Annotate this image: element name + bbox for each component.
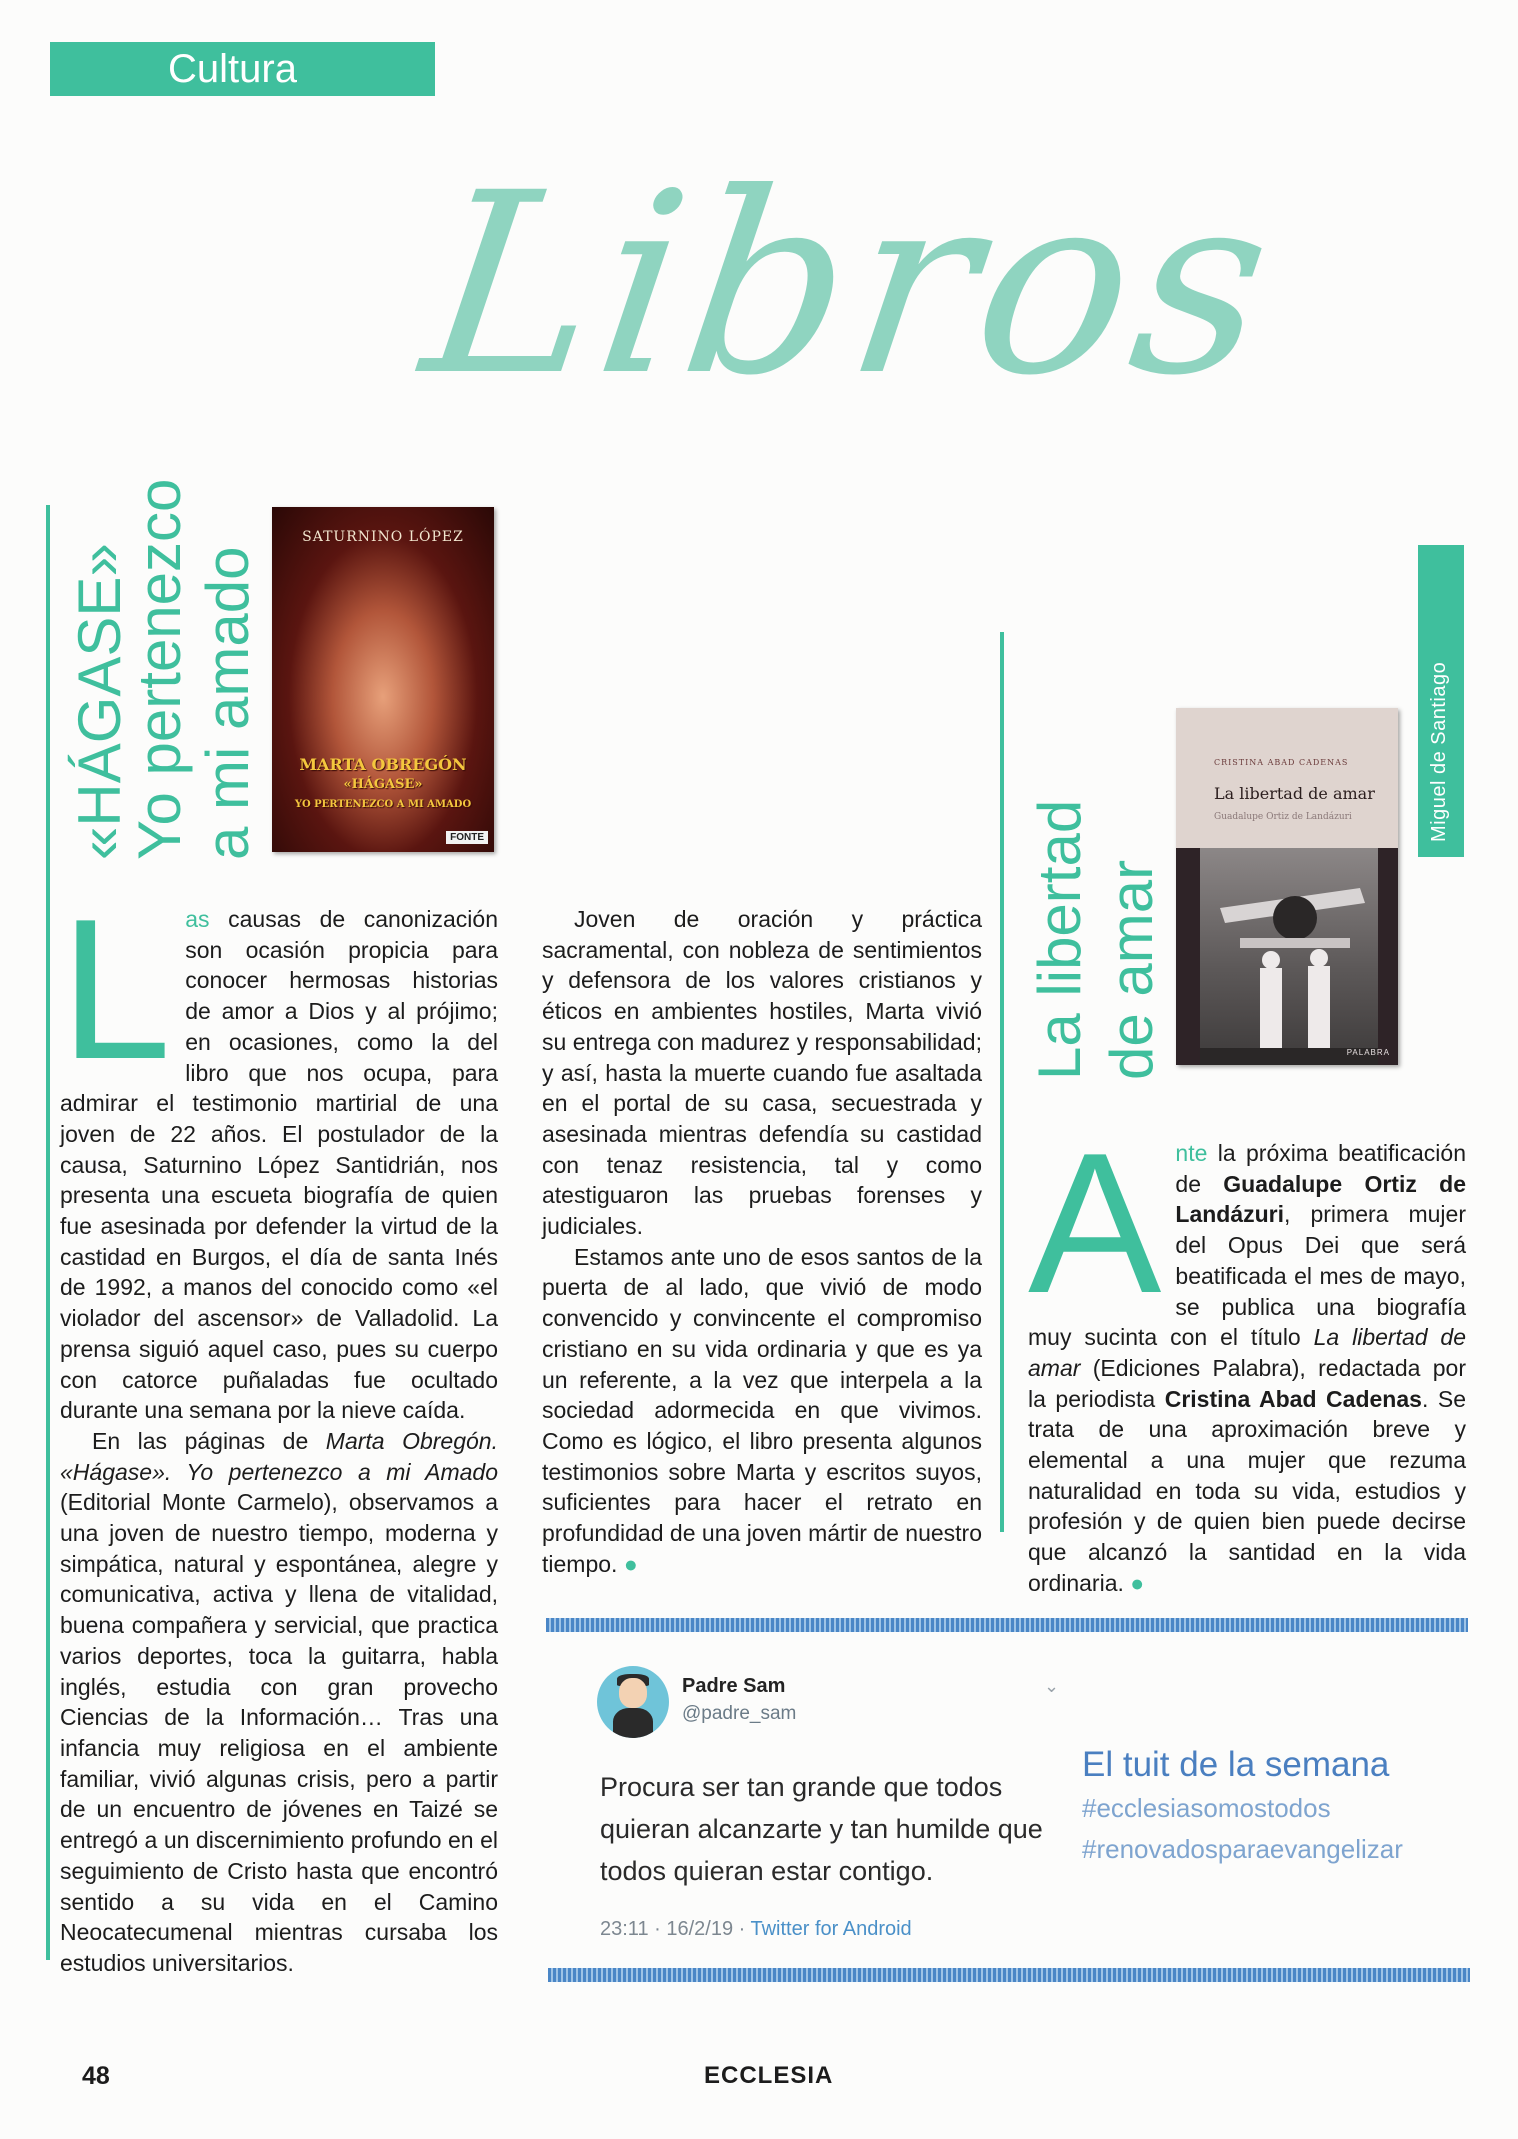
tweet-strip-bottom xyxy=(548,1968,1470,1982)
review1-paragraph-1: causas de canonización son ocasión propicia para conocer hermosas historias de amor a Dios y al prójimo; en ocasiones, como la del libro que nos ocupa, para admirar el testimonio martirial de una joven de 22 años. El postulador de la causa, Saturnino López Santidrián, nos presenta una escueta biografía de quien fue asesinada por defender la virtud de la castidad en Burgos, el día de santa Inés de 1992, a manos del conocido como «el violador del ascensor» de Valladolid. La prensa siguió aquel caso, pues su cuerpo con catorce puñaladas fue ocultado durante una semana por la nieve caída. xyxy=(60,906,498,1424)
review1-paragraph-2: En las páginas de Marta Obregón. «Hágase». Yo pertenezco a mi Amado (Editorial Monte Carmelo), observamos a una joven de nuestro tiempo, moderna y simpática, natural y espontánea, alegre y comunicativa, activa y llena de vitalidad, buena compañera y servicial, que practica varios deportes, toca la guitarra, habla inglés, estudia con gran provecho Ciencias de la Información… Tras una infancia muy religiosa en el ambiente familiar, vivió algunas crisis, pero a partir de un encuentro de jóvenes en Taizé se entregó a un discernimiento profundo en el seguimiento de Cristo hasta que encontró sentido a su vida en el Camino Neocatecumenal mientras cursaba los estudios universitarios. xyxy=(60,1427,498,1976)
tweet-avatar xyxy=(597,1666,669,1738)
author-credit: Miguel de Santiago xyxy=(1428,661,1450,842)
review2-dropcap: A xyxy=(1028,1112,1162,1335)
review2-name-cristina: Cristina Abad Cadenas xyxy=(1164,1385,1422,1412)
review1-book-title: Marta Obregón. «Hágase». Yo pertenezco a mi Amado xyxy=(60,1427,498,1485)
review1-column-2 xyxy=(542,904,982,1579)
review1-title-line3: a mi amado xyxy=(194,546,261,860)
cover1-author: SATURNINO LÓPEZ xyxy=(302,529,464,545)
review2-lead: nte xyxy=(1175,1140,1208,1166)
tweet-meta xyxy=(600,1918,912,1941)
review2-name-guadalupe: Guadalupe Ortiz de Landázuri xyxy=(1175,1170,1466,1228)
review1-paragraph-3: Joven de oración y práctica sacramental, con nobleza de sentimientos y defensora de los valores cristianos y éticos en ambientes hostiles, Marta vivió su entrega con madurez y responsabilidad; y así, hasta la muerte cuando fue asaltada en el portal de su casa, secuestrada y asesinada mientras defendía su castidad con tenaz resistencia, tal y como atestiguaron las pruebas forenses y judiciales. xyxy=(542,906,982,1240)
cover1-tagline: YO PERTENEZCO A MI AMADO xyxy=(294,799,472,810)
review1-title-line1: «HÁGASE» xyxy=(66,543,133,860)
tweet-box-title: El tuit de la semana xyxy=(1082,1745,1390,1784)
hashtag-1: #ecclesiasomostodos xyxy=(1082,1793,1331,1823)
review2-book-title: La libertad de amar xyxy=(1028,1324,1467,1381)
end-mark: ● xyxy=(623,1550,638,1577)
chevron-down-icon: ⌄ xyxy=(1044,1676,1060,1696)
tweet-time: 23:11 · 16/2/19 · xyxy=(600,1918,751,1940)
book-cover-marta-obregon xyxy=(272,507,494,852)
review2-column: Ante la próxima beatificación de Guadalupe Ortiz de Landázuri, primera mujer del Opus Dei que será beatificada el mes de mayo, se publica una biografía muy sucinta con el título La libertad de amar (Ediciones Palabra), redactada por la periodista Cristina Abad Cadenas. Se trata de una aproximación breve y elemental a una mujer que rezuma naturalidad en toda su vida, estudios y profesión y de quien bien puede decirse que alcanzó la santidad en la vida ordinaria. ● xyxy=(1028,1112,1467,1596)
hero-title: Libros xyxy=(410,139,1292,430)
review1-accent-bar xyxy=(46,505,50,1960)
end-mark: ● xyxy=(1130,1569,1145,1596)
review1-column-1 xyxy=(60,878,498,1979)
tweet-text: Procura ser tan grande que todos quieran alcanzarte y tan humilde que todos quieran estar contigo. xyxy=(600,1772,1043,1886)
tweet-source: Twitter for Android xyxy=(750,1918,912,1940)
review2-accent-bar xyxy=(1000,632,1004,1532)
magazine-name: ECCLESIA xyxy=(704,2062,834,2089)
review2-title-line2: de amar xyxy=(1098,859,1165,1080)
review1-paragraph-4: Estamos ante uno de esos santos de la puerta de al lado, que vivió de modo convencido y convincente el compromiso cristiano en su vida ordinaria y que es ya un referente, a la vez que interpela a la sociedad adormecida en que vivimos. Como es lógico, el libro presenta algunos testimonios sobre Marta y escritos suyos, suficientes para hacer el retrato en profundidad de una joven mártir de nuestro tiempo. ● xyxy=(542,1243,982,1577)
hashtag-2: #renovadosparaevangelizar xyxy=(1082,1834,1403,1864)
book-cover-libertad-de-amar xyxy=(1176,708,1398,1065)
airplane-photo-illustration xyxy=(1200,848,1378,1065)
tweet-author-name: Padre Sam xyxy=(682,1675,786,1697)
cover2-publisher: PALABRA xyxy=(1346,1048,1390,1057)
cover2-author: CRISTINA ABAD CADENAS xyxy=(1214,758,1349,767)
cover1-subtitle: «HÁGASE» xyxy=(343,777,423,792)
review2-title-line1: La libertad xyxy=(1026,799,1093,1080)
review1-title-line2: Yo pertenezco xyxy=(126,478,193,860)
cover1-publisher-logo: FONTE xyxy=(446,831,488,844)
review1-lead: as xyxy=(185,906,210,932)
section-tag: Cultura xyxy=(50,42,435,96)
cover1-title: MARTA OBREGÓN xyxy=(299,755,467,774)
cover2-subtitle: Guadalupe Ortiz de Landázuri xyxy=(1214,812,1352,822)
cover2-header xyxy=(1176,708,1398,848)
cover2-title: La libertad de amar xyxy=(1214,784,1375,803)
page-number: 48 xyxy=(82,2062,110,2090)
cover2-photo xyxy=(1200,848,1378,1065)
tweet-strip-top xyxy=(546,1618,1468,1632)
tweet-author-handle: @padre_sam xyxy=(682,1703,797,1724)
review1-dropcap: L xyxy=(60,878,172,1101)
